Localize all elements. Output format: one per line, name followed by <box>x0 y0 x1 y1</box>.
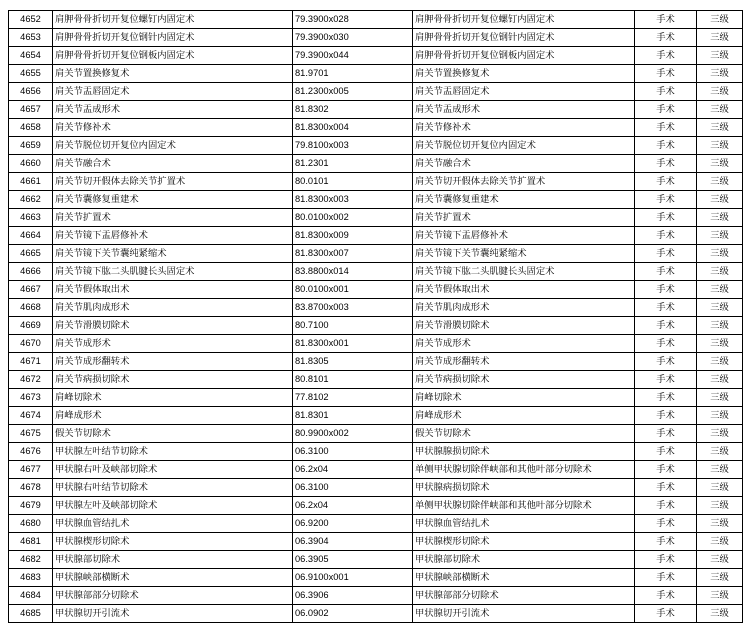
row-code: 80.0100x001 <box>293 281 413 299</box>
row-name: 肩峰成形术 <box>53 407 293 425</box>
row-alt-name: 肩胛骨骨折切开复位螺钉内固定术 <box>413 11 635 29</box>
row-alt-name: 甲状腺病损切除术 <box>413 479 635 497</box>
row-alt-name: 单侧甲状腺切除伴峡部和其他叶部分切除术 <box>413 461 635 479</box>
row-level: 三级 <box>697 227 743 245</box>
row-name: 甲状腺右叶及峡部切除术 <box>53 461 293 479</box>
row-level: 三级 <box>697 551 743 569</box>
row-name: 肩关节融合术 <box>53 155 293 173</box>
row-code: 80.0100x002 <box>293 209 413 227</box>
row-level: 三级 <box>697 281 743 299</box>
row-alt-name: 肩峰成形术 <box>413 407 635 425</box>
table-row <box>9 515 743 533</box>
row-name: 肩关节盂唇固定术 <box>53 83 293 101</box>
row-id: 4663 <box>9 209 53 227</box>
row-level: 三级 <box>697 479 743 497</box>
row-level: 三级 <box>697 461 743 479</box>
row-code: 79.3900x030 <box>293 29 413 47</box>
row-id: 4668 <box>9 299 53 317</box>
row-alt-name: 肩关节假体取出术 <box>413 281 635 299</box>
table-row <box>9 353 743 371</box>
table-row <box>9 317 743 335</box>
row-id: 4682 <box>9 551 53 569</box>
row-name: 肩胛骨骨折切开复位钢针内固定术 <box>53 29 293 47</box>
row-code: 06.3100 <box>293 443 413 461</box>
row-id: 4656 <box>9 83 53 101</box>
table-row <box>9 551 743 569</box>
row-alt-name: 肩关节滑膜切除术 <box>413 317 635 335</box>
row-name: 肩关节脱位切开复位内固定术 <box>53 137 293 155</box>
row-id: 4680 <box>9 515 53 533</box>
row-level: 三级 <box>697 407 743 425</box>
table-row <box>9 191 743 209</box>
row-name: 甲状腺部部分切除术 <box>53 587 293 605</box>
row-code: 79.3900x028 <box>293 11 413 29</box>
row-level: 三级 <box>697 533 743 551</box>
row-name: 肩关节镜下关节囊纯紧缩术 <box>53 245 293 263</box>
row-code: 83.8700x003 <box>293 299 413 317</box>
row-id: 4658 <box>9 119 53 137</box>
row-level: 三级 <box>697 335 743 353</box>
row-id: 4664 <box>9 227 53 245</box>
row-name: 甲状腺右叶结节切除术 <box>53 479 293 497</box>
row-code: 06.9100x001 <box>293 569 413 587</box>
table-row <box>9 29 743 47</box>
table-row <box>9 245 743 263</box>
table-row <box>9 533 743 551</box>
row-code: 06.3905 <box>293 551 413 569</box>
row-type: 手术 <box>635 335 697 353</box>
row-name: 肩关节囊修复重建术 <box>53 191 293 209</box>
row-type: 手术 <box>635 497 697 515</box>
row-alt-name: 肩关节扩置术 <box>413 209 635 227</box>
row-level: 三级 <box>697 155 743 173</box>
row-type: 手术 <box>635 29 697 47</box>
row-level: 三级 <box>697 83 743 101</box>
row-alt-name: 甲状腺部部分切除术 <box>413 587 635 605</box>
row-code: 80.9900x002 <box>293 425 413 443</box>
row-name: 甲状腺部切除术 <box>53 551 293 569</box>
row-type: 手术 <box>635 83 697 101</box>
row-id: 4655 <box>9 65 53 83</box>
row-id: 4676 <box>9 443 53 461</box>
row-name: 肩关节扩置术 <box>53 209 293 227</box>
row-id: 4654 <box>9 47 53 65</box>
row-alt-name: 假关节切除术 <box>413 425 635 443</box>
table-row <box>9 587 743 605</box>
row-code: 80.8101 <box>293 371 413 389</box>
row-name: 肩胛骨骨折切开复位螺钉内固定术 <box>53 11 293 29</box>
row-type: 手术 <box>635 371 697 389</box>
table-row <box>9 227 743 245</box>
row-type: 手术 <box>635 353 697 371</box>
row-level: 三级 <box>697 317 743 335</box>
row-id: 4667 <box>9 281 53 299</box>
row-id: 4684 <box>9 587 53 605</box>
row-code: 06.3904 <box>293 533 413 551</box>
row-code: 79.3900x044 <box>293 47 413 65</box>
row-level: 三级 <box>697 191 743 209</box>
row-id: 4670 <box>9 335 53 353</box>
row-code: 06.9200 <box>293 515 413 533</box>
row-alt-name: 肩关节修补术 <box>413 119 635 137</box>
row-level: 三级 <box>697 209 743 227</box>
row-type: 手术 <box>635 263 697 281</box>
row-code: 81.2301 <box>293 155 413 173</box>
row-alt-name: 肩关节盂唇固定术 <box>413 83 635 101</box>
row-id: 4683 <box>9 569 53 587</box>
row-type: 手术 <box>635 479 697 497</box>
row-code: 81.8305 <box>293 353 413 371</box>
row-alt-name: 甲状腺部切除术 <box>413 551 635 569</box>
row-level: 三级 <box>697 119 743 137</box>
row-type: 手术 <box>635 173 697 191</box>
row-type: 手术 <box>635 587 697 605</box>
row-type: 手术 <box>635 47 697 65</box>
row-type: 手术 <box>635 317 697 335</box>
row-alt-name: 肩关节肌肉成形术 <box>413 299 635 317</box>
row-alt-name: 肩关节成形术 <box>413 335 635 353</box>
row-id: 4660 <box>9 155 53 173</box>
table-row <box>9 119 743 137</box>
table-row <box>9 263 743 281</box>
row-name: 甲状腺峡部横断术 <box>53 569 293 587</box>
row-code: 81.9701 <box>293 65 413 83</box>
row-id: 4679 <box>9 497 53 515</box>
row-name: 肩关节切开假体去除关节扩置术 <box>53 173 293 191</box>
row-name: 肩关节盂成形术 <box>53 101 293 119</box>
row-alt-name: 肩关节镜下盂唇修补术 <box>413 227 635 245</box>
row-alt-name: 甲状腺血管结扎术 <box>413 515 635 533</box>
row-code: 06.3906 <box>293 587 413 605</box>
row-alt-name: 肩峰切除术 <box>413 389 635 407</box>
row-alt-name: 甲状腺峡部横断术 <box>413 569 635 587</box>
table-row <box>9 479 743 497</box>
table-row <box>9 299 743 317</box>
row-alt-name: 肩关节盂成形术 <box>413 101 635 119</box>
row-type: 手术 <box>635 605 697 623</box>
row-code: 80.0101 <box>293 173 413 191</box>
row-id: 4685 <box>9 605 53 623</box>
row-level: 三级 <box>697 29 743 47</box>
row-name: 肩关节假体取出术 <box>53 281 293 299</box>
row-id: 4674 <box>9 407 53 425</box>
surgery-code-table <box>8 10 743 623</box>
row-level: 三级 <box>697 245 743 263</box>
row-level: 三级 <box>697 47 743 65</box>
row-id: 4678 <box>9 479 53 497</box>
row-name: 肩峰切除术 <box>53 389 293 407</box>
row-code: 06.3100 <box>293 479 413 497</box>
row-type: 手术 <box>635 227 697 245</box>
row-code: 77.8102 <box>293 389 413 407</box>
table-row <box>9 137 743 155</box>
row-type: 手术 <box>635 191 697 209</box>
row-type: 手术 <box>635 533 697 551</box>
row-alt-name: 肩关节融合术 <box>413 155 635 173</box>
table-row <box>9 389 743 407</box>
row-id: 4671 <box>9 353 53 371</box>
row-alt-name: 肩关节切开假体去除关节扩置术 <box>413 173 635 191</box>
row-alt-name: 肩关节囊修复重建术 <box>413 191 635 209</box>
table-row <box>9 443 743 461</box>
row-id: 4652 <box>9 11 53 29</box>
row-id: 4681 <box>9 533 53 551</box>
row-level: 三级 <box>697 389 743 407</box>
row-type: 手术 <box>635 461 697 479</box>
row-code: 06.0902 <box>293 605 413 623</box>
row-type: 手术 <box>635 155 697 173</box>
row-code: 06.2x04 <box>293 497 413 515</box>
row-level: 三级 <box>697 443 743 461</box>
row-alt-name: 肩关节成形翻转术 <box>413 353 635 371</box>
row-id: 4662 <box>9 191 53 209</box>
table-row <box>9 605 743 623</box>
row-level: 三级 <box>697 101 743 119</box>
row-name: 甲状腺血管结扎术 <box>53 515 293 533</box>
row-alt-name: 甲状腺楔形切除术 <box>413 533 635 551</box>
row-level: 三级 <box>697 173 743 191</box>
row-alt-name: 甲状腺切开引流术 <box>413 605 635 623</box>
row-level: 三级 <box>697 11 743 29</box>
table-row <box>9 371 743 389</box>
row-type: 手术 <box>635 389 697 407</box>
row-name: 甲状腺左叶结节切除术 <box>53 443 293 461</box>
row-level: 三级 <box>697 371 743 389</box>
row-id: 4672 <box>9 371 53 389</box>
table-row <box>9 65 743 83</box>
row-id: 4659 <box>9 137 53 155</box>
row-name: 肩关节肌肉成形术 <box>53 299 293 317</box>
row-level: 三级 <box>697 65 743 83</box>
row-id: 4677 <box>9 461 53 479</box>
row-type: 手术 <box>635 425 697 443</box>
row-type: 手术 <box>635 101 697 119</box>
table-row <box>9 407 743 425</box>
row-code: 83.8800x014 <box>293 263 413 281</box>
row-name: 肩关节成形术 <box>53 335 293 353</box>
row-type: 手术 <box>635 209 697 227</box>
table-body <box>9 11 743 623</box>
row-id: 4657 <box>9 101 53 119</box>
row-name: 甲状腺楔形切除术 <box>53 533 293 551</box>
table-row <box>9 11 743 29</box>
row-id: 4661 <box>9 173 53 191</box>
row-name: 肩关节成形翻转术 <box>53 353 293 371</box>
row-name: 肩关节病损切除术 <box>53 371 293 389</box>
row-level: 三级 <box>697 425 743 443</box>
row-code: 81.2300x005 <box>293 83 413 101</box>
row-level: 三级 <box>697 299 743 317</box>
row-alt-name: 肩关节脱位切开复位内固定术 <box>413 137 635 155</box>
row-name: 甲状腺切开引流术 <box>53 605 293 623</box>
row-level: 三级 <box>697 353 743 371</box>
table-row <box>9 461 743 479</box>
row-name: 肩关节修补术 <box>53 119 293 137</box>
row-type: 手术 <box>635 407 697 425</box>
table-row <box>9 335 743 353</box>
table-row <box>9 83 743 101</box>
row-name: 假关节切除术 <box>53 425 293 443</box>
row-code: 81.8300x001 <box>293 335 413 353</box>
row-level: 三级 <box>697 497 743 515</box>
row-code: 79.8100x003 <box>293 137 413 155</box>
row-type: 手术 <box>635 281 697 299</box>
row-level: 三级 <box>697 569 743 587</box>
row-id: 4666 <box>9 263 53 281</box>
row-level: 三级 <box>697 605 743 623</box>
row-type: 手术 <box>635 551 697 569</box>
row-id: 4673 <box>9 389 53 407</box>
row-level: 三级 <box>697 263 743 281</box>
row-name: 肩关节滑膜切除术 <box>53 317 293 335</box>
table-row <box>9 281 743 299</box>
row-id: 4669 <box>9 317 53 335</box>
row-alt-name: 肩胛骨骨折切开复位钢针内固定术 <box>413 29 635 47</box>
row-code: 81.8300x004 <box>293 119 413 137</box>
row-level: 三级 <box>697 515 743 533</box>
row-type: 手术 <box>635 515 697 533</box>
row-name: 肩关节镜下盂唇修补术 <box>53 227 293 245</box>
row-code: 81.8300x003 <box>293 191 413 209</box>
row-type: 手术 <box>635 443 697 461</box>
row-type: 手术 <box>635 119 697 137</box>
row-type: 手术 <box>635 245 697 263</box>
table-row <box>9 497 743 515</box>
row-name: 肩关节镜下肱二头肌腱长头固定术 <box>53 263 293 281</box>
row-id: 4665 <box>9 245 53 263</box>
row-level: 三级 <box>697 587 743 605</box>
row-type: 手术 <box>635 11 697 29</box>
row-alt-name: 肩关节镜下关节囊纯紧缩术 <box>413 245 635 263</box>
table-row <box>9 425 743 443</box>
row-alt-name: 肩胛骨骨折切开复位钢板内固定术 <box>413 47 635 65</box>
row-code: 81.8301 <box>293 407 413 425</box>
row-alt-name: 单侧甲状腺切除伴峡部和其他叶部分切除术 <box>413 497 635 515</box>
row-level: 三级 <box>697 137 743 155</box>
table-row <box>9 569 743 587</box>
row-type: 手术 <box>635 299 697 317</box>
table-row <box>9 101 743 119</box>
table-row <box>9 173 743 191</box>
table-row <box>9 209 743 227</box>
row-name: 肩胛骨骨折切开复位钢板内固定术 <box>53 47 293 65</box>
row-alt-name: 肩关节镜下肱二头肌腱长头固定术 <box>413 263 635 281</box>
row-name: 甲状腺左叶及峡部切除术 <box>53 497 293 515</box>
row-type: 手术 <box>635 137 697 155</box>
row-code: 80.7100 <box>293 317 413 335</box>
row-id: 4653 <box>9 29 53 47</box>
table-row <box>9 47 743 65</box>
row-type: 手术 <box>635 569 697 587</box>
row-code: 81.8300x007 <box>293 245 413 263</box>
row-alt-name: 甲状腺腺损切除术 <box>413 443 635 461</box>
row-code: 81.8300x009 <box>293 227 413 245</box>
table-row <box>9 155 743 173</box>
row-id: 4675 <box>9 425 53 443</box>
row-code: 81.8302 <box>293 101 413 119</box>
row-name: 肩关节置换修复术 <box>53 65 293 83</box>
row-alt-name: 肩关节置换修复术 <box>413 65 635 83</box>
row-alt-name: 肩关节病损切除术 <box>413 371 635 389</box>
row-type: 手术 <box>635 65 697 83</box>
row-code: 06.2x04 <box>293 461 413 479</box>
